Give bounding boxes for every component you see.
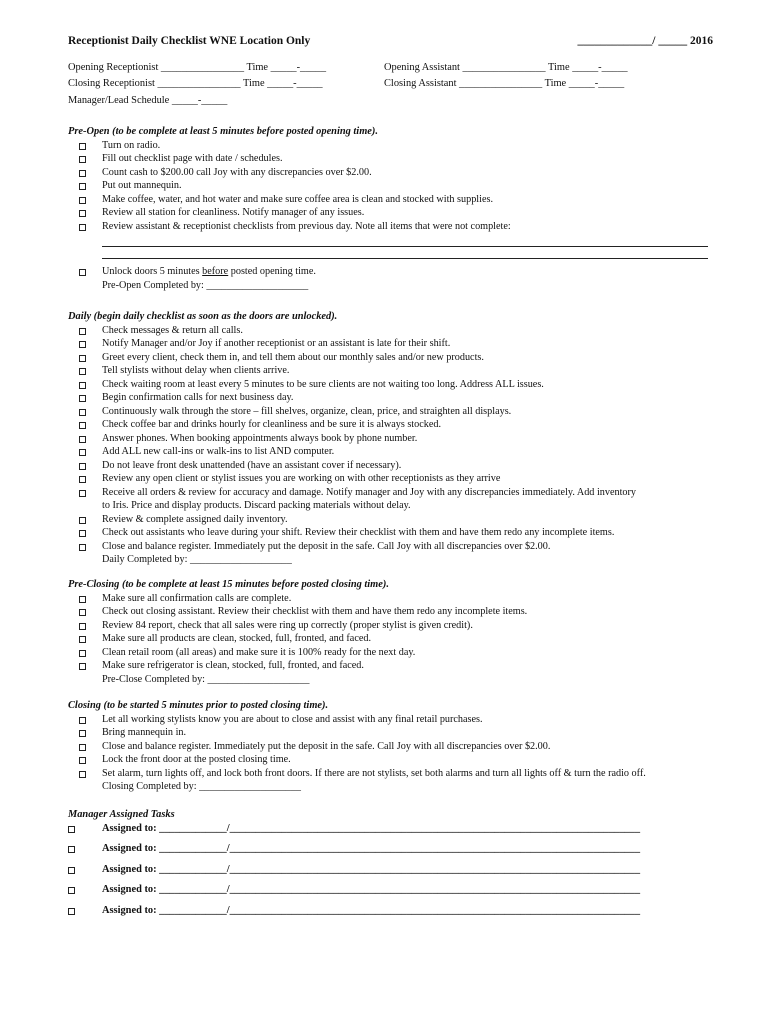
manager-schedule-field: Manager/Lead Schedule _____-_____ bbox=[68, 95, 228, 106]
item-text: Lock the front door at the posted closing time. bbox=[102, 754, 291, 765]
checkbox[interactable] bbox=[79, 197, 86, 204]
item-text-underlined: before bbox=[202, 266, 229, 277]
checklist-item bbox=[68, 445, 713, 459]
checklist-item bbox=[68, 179, 713, 193]
checklist-item bbox=[68, 193, 713, 207]
checkbox[interactable] bbox=[79, 143, 86, 150]
item-text: Fill out checklist page with date / schedules. bbox=[102, 153, 283, 164]
opening-receptionist-field: Opening Receptionist ________________ Time _____-_____ bbox=[68, 62, 327, 73]
completed-by-line: Closing Completed by: ____________________ bbox=[102, 781, 301, 792]
item-text: Set alarm, turn lights off, and lock both front doors. If there are not stylists, set both alarms and turn all lights off & turn the radio off. bbox=[102, 767, 646, 779]
checkbox[interactable] bbox=[79, 436, 86, 443]
checklist-item bbox=[68, 713, 713, 727]
checkbox[interactable] bbox=[79, 476, 86, 483]
checkbox[interactable] bbox=[79, 517, 86, 524]
checkbox[interactable] bbox=[79, 463, 86, 470]
item-text: Bring mannequin in. bbox=[102, 727, 187, 738]
checklist-item bbox=[68, 166, 713, 180]
checklist-item bbox=[68, 337, 713, 351]
notes-line bbox=[102, 247, 708, 259]
item-text: Clean retail room (all areas) and make sure it is 100% ready for the next day. bbox=[102, 646, 416, 658]
checkbox[interactable] bbox=[79, 730, 86, 737]
item-text: Review any open client or stylist issues you are working on with other receptionists as they arrive bbox=[102, 473, 501, 484]
item-text: Check waiting room at least every 5 minutes to be sure clients are not waiting too long. Address ALL issues. bbox=[102, 378, 544, 390]
checklist-item bbox=[68, 619, 713, 633]
checklist-item bbox=[68, 726, 713, 740]
checkbox[interactable] bbox=[79, 210, 86, 217]
date-field: _____________/ _____ 2016 bbox=[577, 35, 713, 47]
checklist-item bbox=[68, 632, 713, 646]
assigned-task-row bbox=[68, 842, 713, 863]
daily-title: Daily (begin daily checklist as soon as the doors are unlocked). bbox=[68, 311, 338, 322]
item-text: Add ALL new call-ins or walk-ins to list AND computer. bbox=[102, 446, 335, 457]
checkbox[interactable] bbox=[79, 409, 86, 416]
checkbox[interactable] bbox=[79, 544, 86, 551]
checklist-item bbox=[68, 324, 713, 338]
checklist-item bbox=[68, 405, 713, 419]
notes-line bbox=[102, 235, 708, 247]
manager-tasks-section bbox=[68, 808, 713, 924]
title-row bbox=[68, 35, 713, 49]
checklist-item bbox=[68, 605, 713, 619]
checklist-item bbox=[68, 391, 713, 405]
closing-section bbox=[68, 699, 713, 794]
item-text: Review & complete assigned daily inventory. bbox=[102, 513, 288, 525]
checkbox[interactable] bbox=[79, 623, 86, 630]
checkbox[interactable] bbox=[68, 908, 75, 915]
item-text: Turn on radio. bbox=[102, 139, 161, 151]
checklist-item bbox=[68, 459, 713, 473]
closing-title: Closing (to be started 5 minutes prior to posted closing time). bbox=[68, 700, 329, 711]
checklist-item bbox=[68, 364, 713, 378]
checkbox[interactable] bbox=[79, 382, 86, 389]
checklist-item bbox=[68, 139, 713, 153]
checklist-item bbox=[68, 432, 713, 446]
assigned-to-label: Assigned to: _____________/_______________________________________________________________________________ bbox=[102, 904, 641, 916]
pre-open-title: Pre-Open (to be complete at least 5 minutes before posted opening time). bbox=[68, 126, 378, 137]
checklist-item bbox=[68, 220, 713, 234]
item-text: Begin confirmation calls for next business day. bbox=[102, 392, 294, 403]
item-text: Check coffee bar and drinks hourly for cleanliness and be sure it is always stocked. bbox=[102, 419, 442, 430]
manager-tasks-title: Manager Assigned Tasks bbox=[68, 809, 175, 820]
page-title: Receptionist Daily Checklist WNE Location Only bbox=[68, 35, 311, 47]
item-text: Review all station for cleanliness. Notify manager of any issues. bbox=[102, 207, 365, 218]
checklist-item bbox=[68, 740, 713, 754]
item-text: Close and balance register. Immediately put the deposit in the safe. Call Joy with all discrepancies over $2.00. bbox=[102, 540, 551, 552]
checkbox[interactable] bbox=[79, 368, 86, 375]
checkbox[interactable] bbox=[79, 328, 86, 335]
checkbox[interactable] bbox=[79, 771, 86, 778]
item-text: Unlock doors 5 minutes bbox=[102, 266, 203, 277]
assigned-to-label: Assigned to: _____________/_______________________________________________________________________________ bbox=[102, 863, 641, 875]
assigned-task-row bbox=[68, 883, 713, 904]
assigned-to-label: Assigned to: _____________/_______________________________________________________________________________ bbox=[102, 884, 641, 895]
item-text: Review 84 report, check that all sales were ring up correctly (proper stylist is given credit). bbox=[102, 619, 473, 631]
checkbox[interactable] bbox=[79, 490, 86, 497]
assigned-to-label: Assigned to: _____________/_______________________________________________________________________________ bbox=[102, 822, 641, 834]
checkbox[interactable] bbox=[79, 650, 86, 657]
item-text: Continuously walk through the store – fill shelves, organize, clean, price, and straighten all displays. bbox=[102, 405, 512, 417]
item-text: Make sure all confirmation calls are complete. bbox=[102, 592, 292, 604]
checklist-item bbox=[68, 526, 713, 540]
completed-by-line: Pre-Close Completed by: ____________________ bbox=[102, 673, 310, 685]
checklist-item bbox=[68, 206, 713, 220]
item-text: Greet every client, check them in, and tell them about our monthly sales and/or new products. bbox=[102, 351, 484, 363]
checkbox[interactable] bbox=[79, 609, 86, 616]
item-text: Let all working stylists know you are about to close and assist with any final retail purchases. bbox=[102, 713, 483, 725]
checklist-item bbox=[68, 592, 713, 606]
checkbox[interactable] bbox=[79, 744, 86, 751]
checkbox[interactable] bbox=[79, 530, 86, 537]
checklist-item bbox=[68, 659, 713, 673]
pre-closing-section bbox=[68, 578, 713, 686]
checkbox[interactable] bbox=[79, 449, 86, 456]
checklist-item bbox=[68, 265, 713, 279]
item-text: Receive all orders & review for accuracy and damage. Notify manager and Joy with any discrepancies immediately. Add inventory bbox=[102, 486, 636, 498]
pre-open-section bbox=[68, 125, 713, 292]
checkbox[interactable] bbox=[79, 269, 86, 276]
item-text: Count cash to $200.00 call Joy with any discrepancies over $2.00. bbox=[102, 166, 372, 178]
checkbox[interactable] bbox=[68, 887, 75, 894]
item-text: Tell stylists without delay when clients arrive. bbox=[102, 365, 290, 376]
completed-by-line: Daily Completed by: ____________________ bbox=[102, 554, 292, 565]
checkbox[interactable] bbox=[79, 663, 86, 670]
checkbox[interactable] bbox=[79, 422, 86, 429]
checkbox[interactable] bbox=[68, 867, 75, 874]
checkbox[interactable] bbox=[79, 355, 86, 362]
assigned-task-row bbox=[68, 822, 713, 843]
checklist-item bbox=[68, 646, 713, 660]
checklist-item bbox=[68, 378, 713, 392]
checkbox[interactable] bbox=[79, 156, 86, 163]
item-text: Put out mannequin. bbox=[102, 180, 182, 191]
item-text: Make coffee, water, and hot water and make sure coffee area is clean and stocked with supplies. bbox=[102, 193, 493, 205]
assigned-task-row bbox=[68, 904, 713, 925]
checkbox[interactable] bbox=[79, 341, 86, 348]
item-text: Close and balance register. Immediately put the deposit in the safe. Call Joy with all discrepancies over $2.00. bbox=[102, 740, 551, 752]
item-text: Make sure all products are clean, stocked, full, fronted, and faced. bbox=[102, 633, 372, 644]
checkbox[interactable] bbox=[79, 596, 86, 603]
item-continuation: to Iris. Price and display products. Discard packing materials without delay. bbox=[102, 500, 411, 511]
checkbox[interactable] bbox=[79, 757, 86, 764]
checkbox[interactable] bbox=[79, 224, 86, 231]
item-text: Make sure refrigerator is clean, stocked, full, fronted, and faced. bbox=[102, 660, 364, 671]
pre-closing-title: Pre-Closing (to be complete at least 15 minutes before posted closing time). bbox=[68, 579, 389, 590]
item-text: Check messages & return all calls. bbox=[102, 324, 243, 336]
opening-assistant-field: Opening Assistant ________________ Time _____-_____ bbox=[384, 62, 628, 73]
checklist-item bbox=[68, 540, 713, 554]
assigned-task-row bbox=[68, 863, 713, 884]
checklist-item bbox=[68, 513, 713, 527]
item-text: Check out closing assistant. Review their checklist with them and have them redo any incomplete items. bbox=[102, 606, 528, 617]
checklist-item bbox=[68, 767, 713, 781]
checkbox[interactable] bbox=[79, 717, 86, 724]
checklist-item bbox=[68, 152, 713, 166]
item-text: Review assistant & receptionist checklists from previous day. Note all items that were not complete: bbox=[102, 220, 511, 232]
checkbox[interactable] bbox=[79, 636, 86, 643]
checkbox[interactable] bbox=[79, 395, 86, 402]
completed-by-line: Pre-Open Completed by: ____________________ bbox=[102, 279, 309, 291]
checklist-item bbox=[68, 753, 713, 767]
checkbox[interactable] bbox=[79, 170, 86, 177]
closing-assistant-field: Closing Assistant ________________ Time _____-_____ bbox=[384, 78, 625, 89]
item-text: Notify Manager and/or Joy if another receptionist or an assistant is late for their shift. bbox=[102, 338, 451, 349]
checklist-item bbox=[68, 351, 713, 365]
checklist-item bbox=[68, 418, 713, 432]
checkbox[interactable] bbox=[79, 183, 86, 190]
checkbox[interactable] bbox=[68, 846, 75, 853]
closing-receptionist-field: Closing Receptionist ________________ Time _____-_____ bbox=[68, 78, 323, 89]
item-text: Do not leave front desk unattended (have an assistant cover if necessary). bbox=[102, 459, 402, 471]
item-text: posted opening time. bbox=[228, 266, 316, 277]
item-text: Check out assistants who leave during your shift. Review their checklist with them and have them redo any incomplete items. bbox=[102, 527, 615, 538]
checkbox[interactable] bbox=[68, 826, 75, 833]
daily-section bbox=[68, 310, 713, 567]
assigned-to-label: Assigned to: _____________/_______________________________________________________________________________ bbox=[102, 843, 641, 854]
item-text: Answer phones. When booking appointments always book by phone number. bbox=[102, 432, 418, 444]
checklist-item bbox=[68, 472, 713, 486]
checklist-item bbox=[68, 486, 713, 500]
